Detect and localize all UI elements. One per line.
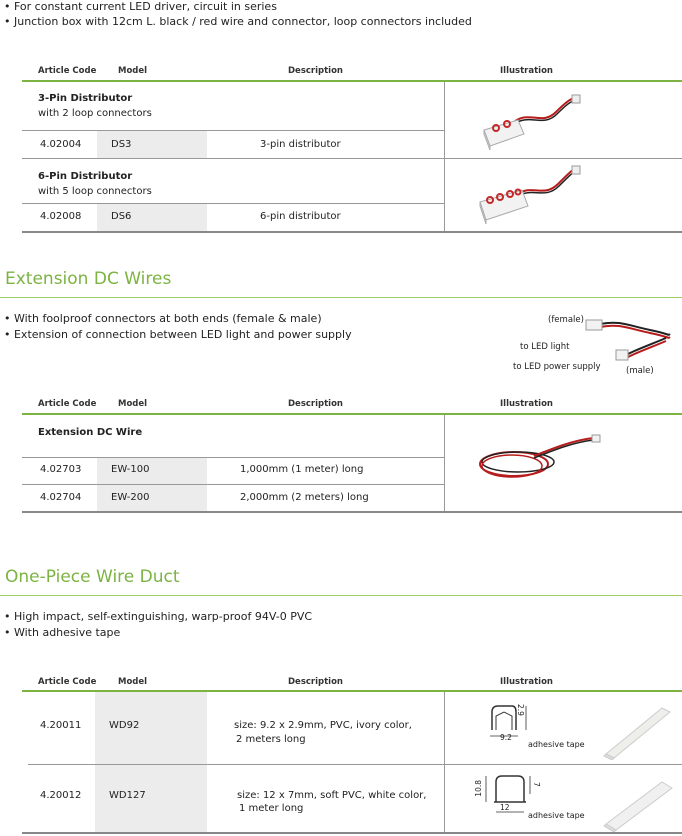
extension-bullet-1: • With foolproof connectors at both ends (female & male) [4,312,322,325]
header-illustration: Illustration [500,399,553,409]
header-rule [22,413,682,415]
header-rule [22,80,682,82]
wd92-tape-label: adhesive tape [528,740,585,749]
wd127-height2-label: 10.8 [474,780,483,797]
article-code: 4.20012 [40,790,82,801]
table-header-duct [22,677,682,691]
row-rule [22,203,444,204]
header-article-code: Article Code [38,66,97,76]
group-title-6pin: 6-Pin Distributor [38,171,133,182]
group-title-3pin: 3-Pin Distributor [38,93,133,104]
row-rule [22,457,444,458]
wd127-duct-image [596,776,676,832]
wd92-duct-image [596,704,676,760]
wd92-height-label: 2.9 [516,704,525,716]
section-rule [0,297,682,298]
section-title-extension: Extension DC Wires [5,269,172,289]
model-name: DS6 [111,211,132,222]
model-name: WD92 [109,720,140,731]
label-female: (female) [548,315,584,325]
group-subtitle-6pin: with 5 loop connectors [38,186,152,197]
description-line2: 1 meter long [239,803,304,814]
article-code: 4.20011 [40,720,82,731]
header-illustration: Illustration [500,66,553,76]
table-bottom-rule [22,231,682,233]
header-article-code: Article Code [38,677,97,687]
header-model: Model [118,677,148,687]
header-description: Description [288,399,343,409]
label-to-power-supply: to LED power supply [513,362,601,372]
wd127-width-label: 12 [500,803,510,812]
description-line1: size: 9.2 x 2.9mm, PVC, ivory color, [234,720,412,731]
duct-bullet-2: • With adhesive tape [4,626,121,639]
model-name: EW-100 [111,464,150,475]
table-header-distributors [22,66,682,80]
extension-bullet-2: • Extension of connection between LED light and power supply [4,328,352,341]
description: 6-pin distributor [260,211,341,222]
article-code: 4.02703 [40,464,82,475]
illustration-divider [444,82,445,231]
section-title-wire-duct: One-Piece Wire Duct [5,567,180,587]
table-header-extension [22,399,682,413]
duct-bullet-1: • High impact, self-extinguishing, warp-proof 94V-0 PVC [4,610,313,623]
description: 3-pin distributor [260,139,341,150]
wd127-height-label: 7 [532,782,541,787]
header-model: Model [118,66,148,76]
model-shade [95,692,207,833]
group-subtitle-3pin: with 2 loop connectors [38,108,152,119]
header-model: Model [118,399,148,409]
table-bottom-rule [22,511,682,513]
header-article-code: Article Code [38,399,97,409]
article-code: 4.02704 [40,492,82,503]
wd127-tape-label: adhesive tape [528,811,585,820]
header-illustration: Illustration [500,677,553,687]
model-name: DS3 [111,139,132,150]
description: 1,000mm (1 meter) long [240,464,364,475]
label-to-led-light: to LED light [520,342,570,352]
row-rule [28,764,682,765]
model-name: WD127 [109,790,146,801]
article-code: 4.02008 [40,211,82,222]
distributor-3pin-image [474,92,584,152]
table-bottom-rule [22,832,682,834]
wd127-profile-drawing [474,772,534,822]
intro-bullet-1: • For constant current LED driver, circuit in series [4,0,277,13]
header-description: Description [288,66,343,76]
illustration-divider [444,692,445,833]
label-male: (male) [626,366,654,376]
row-rule [22,484,444,485]
illustration-divider [444,415,445,511]
group-title-extension: Extension DC Wire [38,427,143,438]
description-line1: size: 12 x 7mm, soft PVC, white color, [237,790,427,801]
article-code: 4.02004 [40,139,82,150]
row-rule [22,130,444,131]
description: 2,000mm (2 meters) long [240,492,369,503]
distributor-6pin-image [474,164,584,226]
group-rule [22,158,682,159]
extension-wire-coil-image [474,428,604,488]
model-name: EW-200 [111,492,150,503]
section-rule [0,595,682,596]
header-description: Description [288,677,343,687]
wd92-width-label: 9.2 [500,733,512,742]
intro-bullet-2: • Junction box with 12cm L. black / red wire and connector, loop connectors included [4,15,472,28]
description-line2: 2 meters long [236,734,306,745]
